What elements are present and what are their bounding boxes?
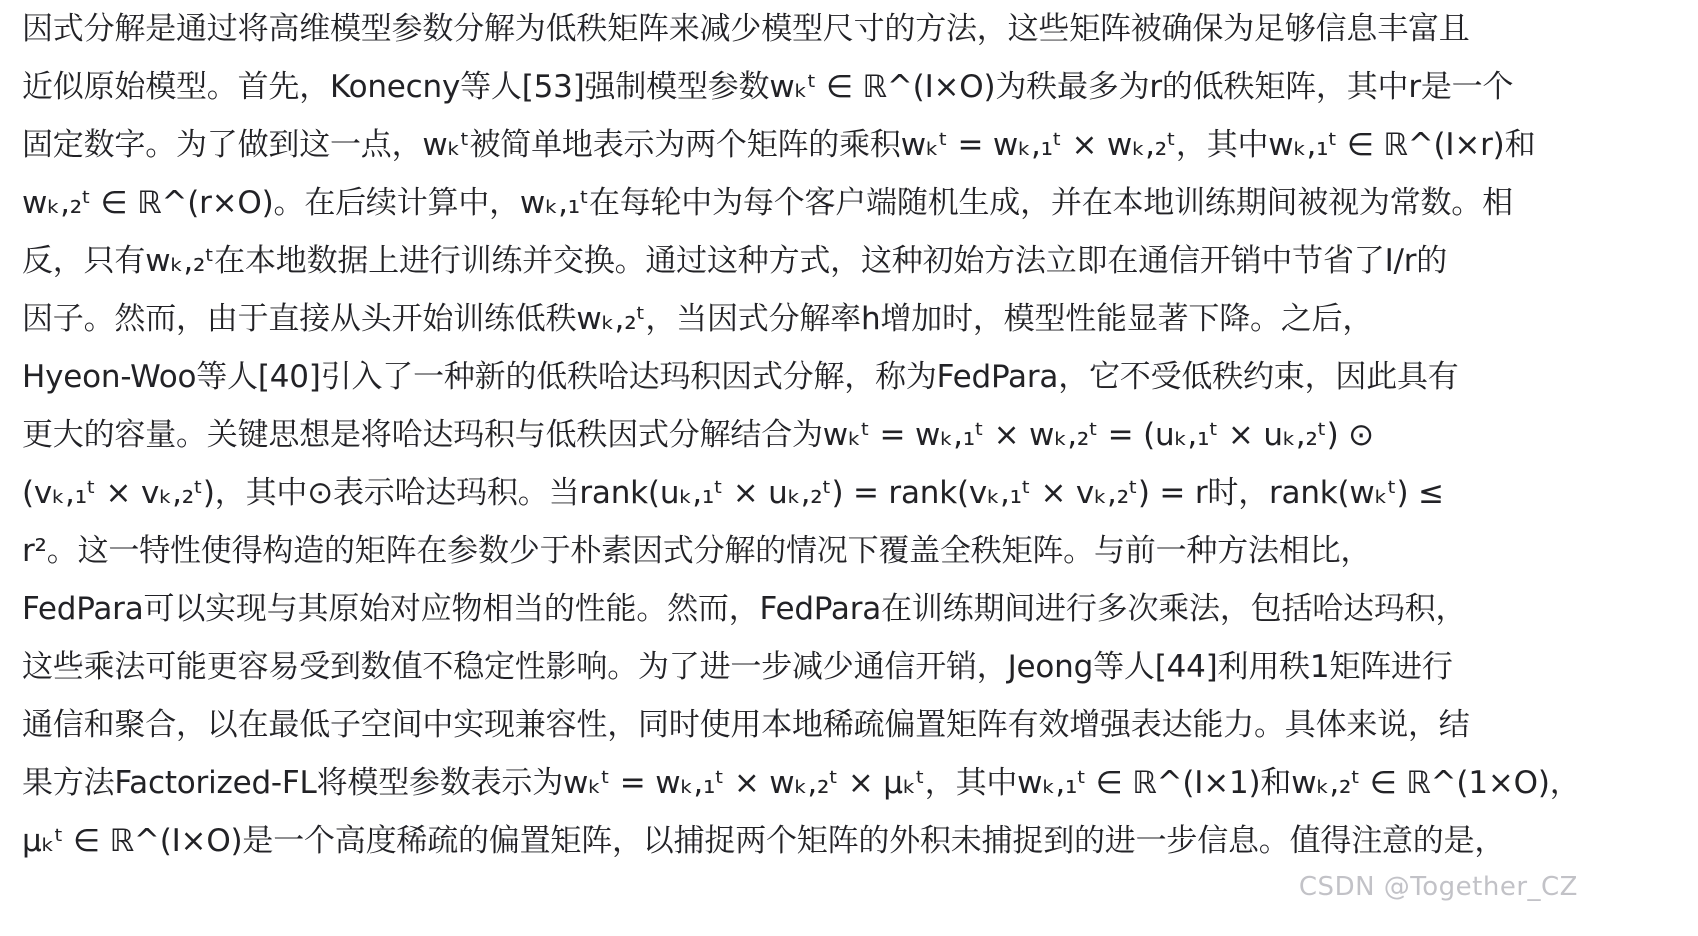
paragraph-line-8: 更大的容量。关键思想是将哈达玛积与低秩因式分解结合为wₖᵗ = wₖ,₁ᵗ × wₖ,₂ᵗ = (uₖ,₁ᵗ × uₖ,₂ᵗ) ⊙ <box>22 417 1374 453</box>
paragraph-line-3: 固定数字。为了做到这一点，wₖᵗ被简单地表示为两个矩阵的乘积wₖᵗ = wₖ,₁ᵗ × wₖ,₂ᵗ，其中wₖ,₁ᵗ ∈ ℝ^(I×r)和 <box>22 127 1536 163</box>
paragraph-line-14: 果方法Factorized-FL将模型参数表示为wₖᵗ = wₖ,₁ᵗ × wₖ,₂ᵗ × μₖᵗ，其中wₖ,₁ᵗ ∈ ℝ^(I×1)和wₖ,₂ᵗ ∈ ℝ^(1×O)， <box>22 765 1581 801</box>
paragraph-line-10: r²。这一特性使得构造的矩阵在参数少于朴素因式分解的情况下覆盖全秩矩阵。与前一种方法相比， <box>22 533 1372 569</box>
paragraph-line-13: 通信和聚合，以在最低子空间中实现兼容性，同时使用本地稀疏偏置矩阵有效增强表达能力。具体来说，结 <box>22 707 1470 743</box>
paragraph-line-4: wₖ,₂ᵗ ∈ ℝ^(r×O)。在后续计算中，wₖ,₁ᵗ在每轮中为每个客户端随机生成，并在本地训练期间被视为常数。相 <box>22 185 1513 221</box>
paragraph-line-1: 因式分解是通过将高维模型参数分解为低秩矩阵来减少模型尺寸的方法，这些矩阵被确保为足够信息丰富且 <box>22 11 1470 47</box>
paragraph-line-7: Hyeon-Woo等人[40]引入了一种新的低秩哈达玛积因式分解，称为FedPara，它不受低秩约束，因此具有 <box>22 359 1459 395</box>
paragraph-line-11: FedPara可以实现与其原始对应物相当的性能。然而，FedPara在训练期间进行多次乘法，包括哈达玛积， <box>22 591 1467 627</box>
paragraph-line-5: 反，只有wₖ,₂ᵗ在本地数据上进行训练并交换。通过这种方式，这种初始方法立即在通信开销中节省了I/r的 <box>22 243 1448 279</box>
paragraph-line-12: 这些乘法可能更容易受到数值不稳定性影响。为了进一步减少通信开销，Jeong等人[44]利用秩1矩阵进行 <box>22 649 1453 685</box>
paragraph-line-6: 因子。然而，由于直接从头开始训练低秩wₖ,₂ᵗ，当因式分解率h增加时，模型性能显著下降。之后， <box>22 301 1374 337</box>
article-paragraph <box>22 0 1582 870</box>
paragraph-line-9: (vₖ,₁ᵗ × vₖ,₂ᵗ)，其中⊙表示哈达玛积。当rank(uₖ,₁ᵗ × uₖ,₂ᵗ) = rank(vₖ,₁ᵗ × vₖ,₂ᵗ) = r时，rank(wₖᵗ) ≤ <box>22 475 1444 511</box>
paragraph-line-15: μₖᵗ ∈ ℝ^(I×O)是一个高度稀疏的偏置矩阵，以捕捉两个矩阵的外积未捕捉到的进一步信息。值得注意的是， <box>22 823 1506 859</box>
paragraph-line-2: 近似原始模型。首先，Konecny等人[53]强制模型参数wₖᵗ ∈ ℝ^(I×O)为秩最多为r的低秩矩阵，其中r是一个 <box>22 69 1514 105</box>
csdn-watermark: CSDN @Together_CZ <box>1298 872 1578 902</box>
